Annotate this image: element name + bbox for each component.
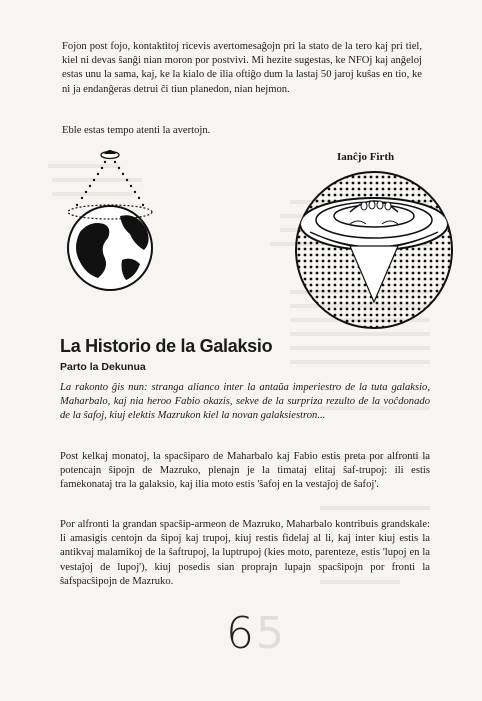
article-body-paragraph-2: Por alfronti la grandan spacŝip-armeon de Mazruko, Maharbalo kontribuis grandskale: li amasigis centojn da ŝipoj kaj trupoj, kiuj restis fidelaj al li, kaj inter kiuj estis la antikvaj malamikoj de la ŝaftrupoj, la luptrupoj (kies moto, parenteze, estis 'lupoj en la vestaĵoj de lupoj'), kiuj posedis sian proprajn lupajn spacŝipojn por fronti la ŝafspacŝipojn de Mazruko. (60, 519, 430, 587)
earth-with-ufo-beam-illustration (60, 142, 180, 297)
article-title: La Historio de la Galaksio (60, 336, 273, 356)
page-number: 6 (226, 608, 254, 659)
ufo-icon (101, 150, 119, 159)
ufo-over-globe-illustration (290, 162, 458, 337)
paragraph-heed-warnings: Eble estas tempo atenti la avertojn. (62, 125, 211, 136)
paragraph-warning-messages: Fojon post fojo, kontaktitoj ricevis avertomesaĝojn pri la stato de la tero kaj pri tiel, kiel ni devas ŝanĝi nian moron por postvivi. Mi hezite sugestas, ke NFOj kaj anĝeloj estas unu la sama, kaj, ke la kialo de ilia oftiĝo dum la lastaj 50 jaroj kuŝas en tio, ke ni ja endanĝeras detrui ĉi tiun planedon, nian hejmon. (62, 41, 422, 95)
article-subtitle: Parto la Dekunua (60, 361, 146, 373)
author-name: Ianĉjo Firth (337, 151, 395, 163)
page-number-bleed-through: 5 (256, 608, 284, 659)
article-intro: La rakonto ĝis nun: stranga alianco inter la antaŭa imperiestro de la tuta galaksio, Maharbalo, kaj nia heroo Fabio okazis, sekve de la surpriza rezulto de la voĉdonado de la ŝafoj, kiuj elektis Mazrukon kiel la novan galaksiestron... (60, 382, 430, 422)
article-body-paragraph-1: Post kelkaj monatoj, la spacŝiparo de Maharbalo kaj Fabio estis preta por alfronti la potencajn ŝipojn de Mazruko, plenajn je la timataj elitaj ŝaf-trupoj: ili estis famekonataj tra la galaksio, kaj ilia moto estis 'ŝafoj en la vestaĵoj de ŝafoj'. (60, 451, 430, 491)
